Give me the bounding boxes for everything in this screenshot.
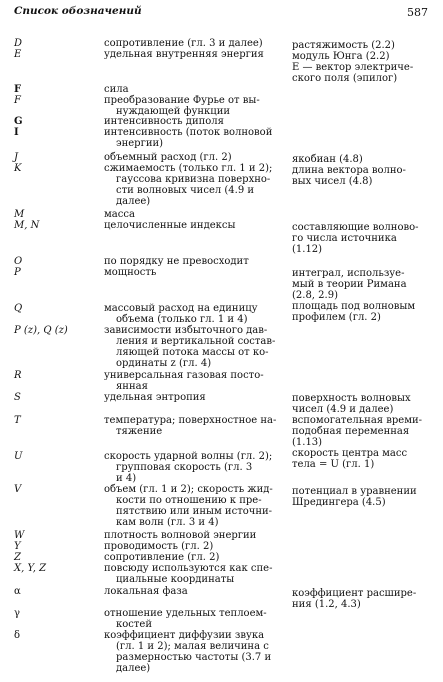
right-note-line: ского поля (эпилог) xyxy=(292,73,398,84)
symbol: I xyxy=(14,127,19,138)
symbol: P (z), Q (z) xyxy=(14,325,68,336)
description-line: кости по отношению к пре- xyxy=(116,495,262,506)
page-number: 587 xyxy=(407,6,428,19)
description-line: объем (гл. 1 и 2); скорость жид- xyxy=(104,484,273,495)
description-line: повсюду используются как спе- xyxy=(104,563,273,574)
description-line: гауссова кривизна поверхно- xyxy=(116,174,271,185)
right-note xyxy=(292,154,432,187)
symbol-description xyxy=(104,95,280,117)
symbol-description xyxy=(104,127,280,149)
symbol: R xyxy=(14,370,22,381)
symbol: δ xyxy=(14,630,21,641)
description-line: целочисленные индексы xyxy=(104,220,236,231)
right-note-line: го числа источника xyxy=(292,233,397,244)
description-line: (гл. 1 и 2); малая величина с xyxy=(116,641,269,652)
symbol: T xyxy=(14,415,21,426)
right-note-line: тела = U (гл. 1) xyxy=(292,459,375,470)
symbol-description xyxy=(104,451,280,484)
description-line: интенсивность (поток волновой xyxy=(104,127,273,138)
right-note-line: длина вектора волно- xyxy=(292,165,406,176)
description-line: ординаты z (гл. 4) xyxy=(116,358,212,369)
right-note xyxy=(292,40,432,84)
right-note-line: растяжимость (2.2) xyxy=(292,40,395,51)
right-note-line: E — вектор электриче- xyxy=(292,62,414,73)
description-line: ляющей потока массы от ко- xyxy=(116,347,269,358)
symbol: V xyxy=(14,484,22,495)
description-line: удельная энтропия xyxy=(104,392,206,403)
description-line: проводимость (гл. 2) xyxy=(104,541,214,552)
symbol-description xyxy=(104,163,280,207)
description-line: тяжение xyxy=(116,426,163,437)
description-line: нуждающей функции xyxy=(116,106,231,117)
description-line: далее) xyxy=(116,196,151,207)
symbol-description xyxy=(104,116,280,127)
symbol: X, Y, Z xyxy=(14,563,47,574)
symbol: K xyxy=(14,163,22,174)
symbol-description xyxy=(104,325,280,369)
right-note-line: мый в теории Римана xyxy=(292,279,407,290)
symbol: U xyxy=(14,451,23,462)
symbol: M, N xyxy=(14,220,40,231)
description-line: отношение удельных теплоем- xyxy=(104,608,267,619)
right-note-line: чисел (4.9 и далее) xyxy=(292,404,394,415)
right-note xyxy=(292,393,432,470)
description-line: зависимости избыточного дав- xyxy=(104,325,268,336)
right-note-line: потенциал в уравнении xyxy=(292,486,417,497)
right-note-line: профилем (гл. 2) xyxy=(292,312,381,323)
symbol-description xyxy=(104,630,280,674)
right-note-line: подобная переменная xyxy=(292,426,410,437)
description-line: энергии) xyxy=(116,138,164,149)
symbol-description xyxy=(104,370,280,392)
description-line: сила xyxy=(104,84,129,95)
description-line: далее) xyxy=(116,663,151,674)
symbol: O xyxy=(14,256,23,267)
symbol: Y xyxy=(14,541,21,552)
symbol: Z xyxy=(14,552,21,563)
symbol-description xyxy=(104,49,280,60)
symbol-description xyxy=(104,586,280,597)
right-note-line: интеграл, используе- xyxy=(292,268,405,279)
right-note-line: (1.12) xyxy=(292,244,323,255)
right-note-line: скорость центра масс xyxy=(292,448,408,459)
symbol: F xyxy=(14,95,21,106)
right-note xyxy=(292,222,432,255)
description-line: пятствию или иным источни- xyxy=(116,506,273,517)
right-note-line: вспомогательная времи- xyxy=(292,415,423,426)
description-line: костей xyxy=(116,619,152,630)
description-line: массовый расход на единицу xyxy=(104,303,258,314)
symbol-description xyxy=(104,220,280,231)
symbol: Q xyxy=(14,303,23,314)
right-note-line: поверхность волновых xyxy=(292,393,411,404)
running-title: Список обозначений xyxy=(14,5,142,17)
description-line: скорость ударной волны (гл. 2); xyxy=(104,451,273,462)
symbol-description xyxy=(104,84,280,95)
description-line: коэффициент диффузии звука xyxy=(104,630,265,641)
description-line: температура; поверхностное на- xyxy=(104,415,277,426)
description-line: сопротивление (гл. 3 и далее) xyxy=(104,38,263,49)
symbol-description xyxy=(104,303,280,325)
symbol-description xyxy=(104,563,280,585)
right-note-line: якобиан (4.8) xyxy=(292,154,363,165)
description-line: янная xyxy=(116,381,148,392)
description-line: циальные координаты xyxy=(116,574,235,585)
symbol-description xyxy=(104,484,280,528)
symbol: G xyxy=(14,116,23,127)
description-line: сжимаемость (только гл. 1 и 2); xyxy=(104,163,273,174)
symbol-description xyxy=(104,392,280,403)
symbol-description xyxy=(104,552,280,563)
symbol: W xyxy=(14,530,25,541)
right-note-line: коэффициент расшире- xyxy=(292,588,417,599)
right-note-line: (2.8, 2.9) xyxy=(292,290,338,301)
symbol-description xyxy=(104,267,280,278)
right-note-line: (1.13) xyxy=(292,437,323,448)
symbol-description xyxy=(104,256,280,267)
description-line: по порядку не превосходит xyxy=(104,256,249,267)
description-line: и 4) xyxy=(116,473,137,484)
symbol: F xyxy=(14,84,22,95)
description-line: локальная фаза xyxy=(104,586,188,597)
symbol: P xyxy=(14,267,21,278)
right-note-line: вых чисел (4.8) xyxy=(292,176,373,187)
right-note xyxy=(292,486,432,508)
symbol: M xyxy=(14,209,25,220)
symbol: γ xyxy=(14,608,20,619)
right-note-line: ния (1.2, 4.3) xyxy=(292,599,361,610)
description-line: размерностью частоты (3.7 и xyxy=(116,652,272,663)
description-line: универсальная газовая посто- xyxy=(104,370,264,381)
symbol: J xyxy=(14,152,19,163)
right-note-line: модуль Юнга (2.2) xyxy=(292,51,390,62)
description-line: групповая скорость (гл. 3 xyxy=(116,462,253,473)
symbol-description xyxy=(104,415,280,437)
description-line: удельная внутренняя энергия xyxy=(104,49,264,60)
description-line: объема (только гл. 1 и 4) xyxy=(116,314,248,325)
symbol-description xyxy=(104,541,280,552)
description-line: преобразование Фурье от вы- xyxy=(104,95,260,106)
symbol-description xyxy=(104,608,280,630)
description-line: сопротивление (гл. 2) xyxy=(104,552,220,563)
symbol-description xyxy=(104,38,280,49)
symbol: D xyxy=(14,38,23,49)
description-line: плотность волновой энергии xyxy=(104,530,257,541)
right-note-line: площадь под волновым xyxy=(292,301,416,312)
right-note xyxy=(292,268,432,323)
description-line: кам волн (гл. 3 и 4) xyxy=(116,517,219,528)
description-line: мощность xyxy=(104,267,157,278)
right-note-line: составляющие волново- xyxy=(292,222,419,233)
description-line: объемный расход (гл. 2) xyxy=(104,152,232,163)
description-line: интенсивность диполя xyxy=(104,116,224,127)
right-note-line: Шредингера (4.5) xyxy=(292,497,386,508)
symbol-description xyxy=(104,530,280,541)
symbol: S xyxy=(14,392,21,403)
symbol-description xyxy=(104,209,280,220)
symbol-description xyxy=(104,152,280,163)
symbol: α xyxy=(14,586,21,597)
description-line: ления и вертикальной состав- xyxy=(116,336,276,347)
description-line: сти волновых чисел (4.9 и xyxy=(116,185,255,196)
description-line: масса xyxy=(104,209,135,220)
symbol: E xyxy=(14,49,22,60)
right-note xyxy=(292,588,432,610)
